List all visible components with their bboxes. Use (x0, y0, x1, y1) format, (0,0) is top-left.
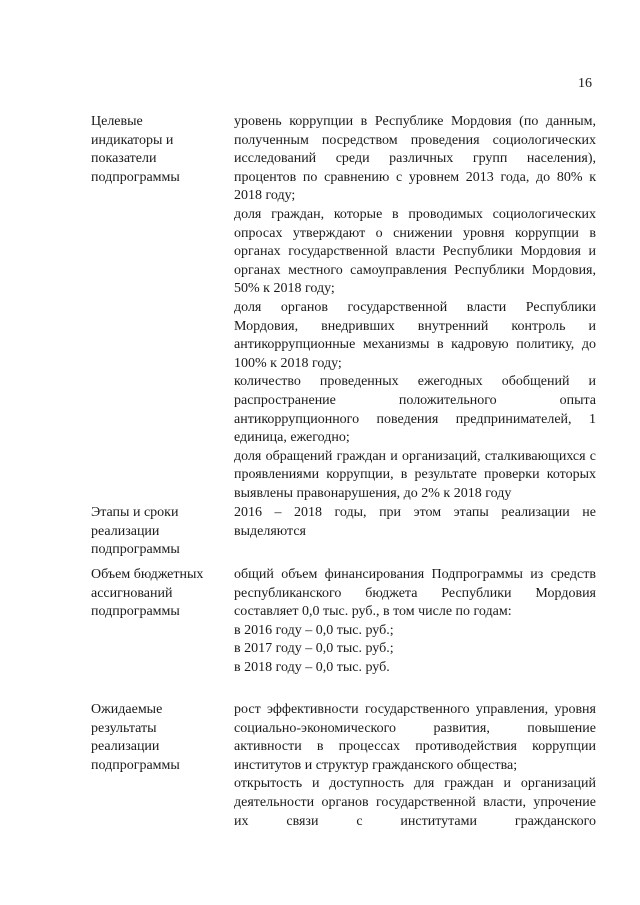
paragraph: уровень коррупции в Республике Мордовия (по данным, полученным посредством проведения социологических исследований среди различных групп населения), процентов по сравнению с уровнем 2013 года, до 80% к 2018 году; (234, 114, 596, 204)
paragraph: в 2016 году – 0,0 тыс. руб.; (234, 622, 394, 638)
paragraph: количество проведенных ежегодных обобщений и распространение положительного опыта антикоррупционного поведения предпринимателей, 1 единица, ежегодно; (234, 374, 596, 446)
paragraph: общий объем финансирования Подпрограммы из средств республиканского бюджета Республики Мордовия составляет 0,0 тыс. руб., в том числе по годам: (234, 567, 596, 620)
paragraph: доля обращений граждан и организаций, сталкивающихся с проявлениями коррупции, в результате проверки которых выявлены правонарушения, до 2% к 2018 году (234, 448, 596, 501)
row-label: Ожидаемые результаты реализации подпрограммы (91, 702, 180, 773)
paragraph: открытость и доступность для граждан и организаций деятельности органов государственной власти, упрочение их связи с институтами гражданского (234, 776, 596, 829)
row-content (234, 701, 596, 831)
paragraph: 2016 – 2018 годы, при этом этапы реализации не выделяются (234, 505, 596, 539)
paragraph: рост эффективности государственного управления, уровня социально-экономического развития, повышение активности в процессах противодействия коррупции институтов и структур гражданского общества; (234, 702, 596, 773)
paragraph: в 2018 году – 0,0 тыс. руб. (234, 659, 390, 675)
row-label: Этапы и сроки реализации подпрограммы (91, 505, 180, 558)
paragraph: в 2017 году – 0,0 тыс. руб.; (234, 641, 394, 657)
paragraph: доля органов государственной власти Республики Мордовия, внедривших внутренний контроль и антикоррупционные механизмы в кадровую политику, до 100% к 2018 году; (234, 299, 596, 371)
row-label: Объем бюджетных ассигнований подпрограммы (91, 567, 204, 620)
page-number: 16 (578, 76, 592, 91)
row-content (234, 113, 596, 503)
paragraph: доля граждан, которые в проводимых социологических опросах утверждают о снижении уровня коррупции в органах государственной власти Республики Мордовия и органах местного самоуправления Республики Мордовия, 50% к 2018 году; (234, 206, 596, 297)
row-content (234, 566, 596, 678)
row-content (234, 504, 596, 541)
row-label: Целевые индикаторы и показатели подпрограммы (91, 114, 180, 185)
